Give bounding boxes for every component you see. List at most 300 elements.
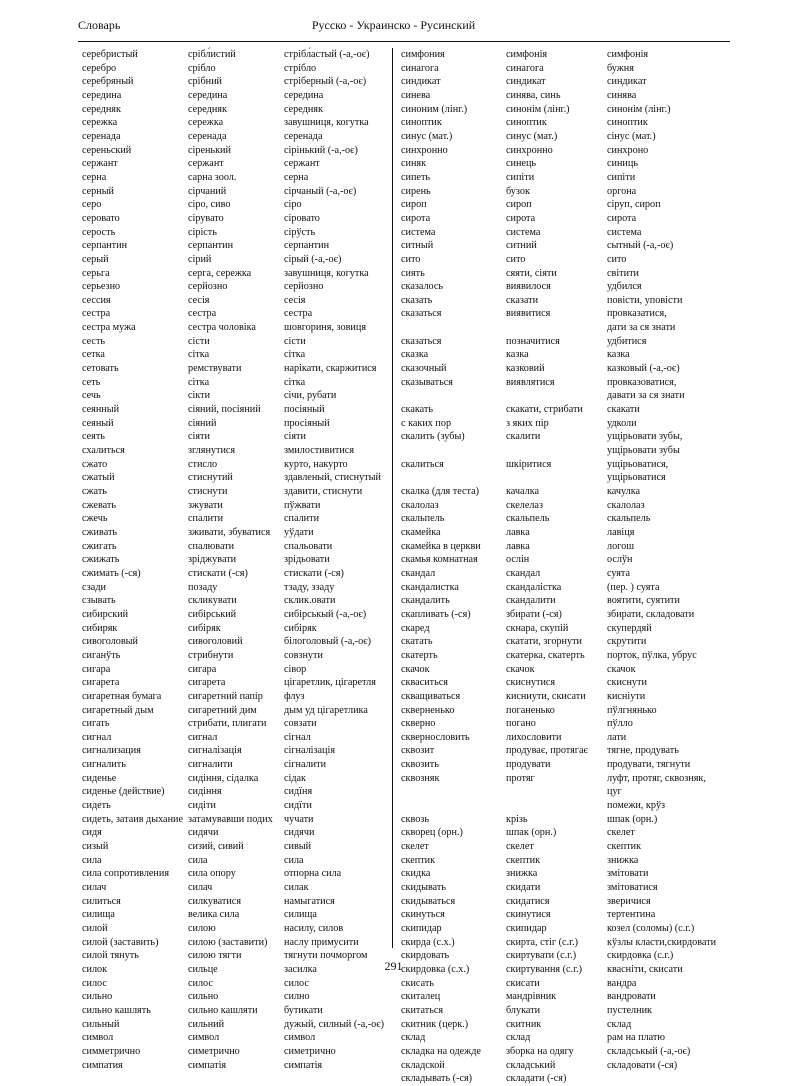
- entry-line: сіровато: [284, 212, 320, 224]
- entry-line: серйозно: [284, 281, 324, 293]
- entry-line: синява, синь: [506, 89, 561, 101]
- entry-line: позаду: [188, 581, 218, 593]
- entry-line: ущірьоватися: [607, 472, 666, 484]
- entry-line: скептик: [607, 841, 642, 853]
- entry-line: [506, 389, 614, 403]
- entry-line: білоголовый (-а,-оє): [284, 636, 372, 648]
- entry-line: скликувати: [188, 595, 237, 607]
- entry-line: насилу, силов: [284, 923, 344, 934]
- entry-line: сказаться: [401, 308, 442, 320]
- entry-line: складка на одежде: [401, 1045, 481, 1057]
- entry-line: сирота: [607, 212, 637, 224]
- entry-line: система: [506, 226, 541, 238]
- entry-line: серебристый: [82, 49, 138, 60]
- entry-line: [506, 444, 614, 458]
- entry-line: синоним (лінг.): [401, 103, 468, 115]
- entry-line: сибіряк: [188, 622, 221, 634]
- entry-line: здавленый, стиснутый: [284, 472, 381, 484]
- entry-line: сяяти, сіяти: [506, 267, 557, 279]
- entry-line: сиденье: [82, 772, 117, 784]
- entry-line: дати за ся знати: [607, 322, 676, 334]
- entry-line: скирта, стіг (с.г.): [506, 936, 579, 948]
- entry-line: шовгориня, зовиця: [284, 322, 367, 334]
- entry-line: сибірськый (-а,-оє): [284, 608, 367, 620]
- entry-line: змилостивитися: [284, 445, 355, 457]
- entry-line: скальпель: [506, 513, 550, 525]
- entry-line: скатерка, скатерть: [506, 649, 585, 661]
- entry-line: скандал: [506, 567, 541, 579]
- entry-line: скачок: [607, 663, 636, 675]
- entry-line: сироп: [506, 199, 532, 211]
- entry-line: скандалить: [401, 595, 450, 607]
- entry-line: сжижать: [82, 554, 120, 566]
- entry-line: сітка: [284, 376, 306, 388]
- entry-line: силой (заставить): [82, 936, 159, 948]
- entry-line: давати за ся знати: [607, 390, 685, 402]
- entry-line: скакать: [401, 404, 433, 416]
- entry-line: скелелаз: [506, 499, 543, 511]
- entry-line: скирдовка (с.х.): [401, 963, 470, 975]
- entry-line: скамейка в церкви: [401, 540, 481, 552]
- entry-line: серебряный: [82, 76, 134, 88]
- entry-line: скамейка: [401, 526, 441, 538]
- entry-line: сіруп, сироп: [607, 199, 661, 211]
- entry-line: збирати, складовати: [607, 608, 695, 620]
- entry-line: скверно: [401, 718, 436, 730]
- entry-line: сірый (-а,-оє): [284, 253, 342, 265]
- entry-line: сказка: [401, 349, 429, 361]
- entry-line: стріберный (-а,-оє): [284, 76, 367, 88]
- entry-line: лавка: [506, 540, 530, 552]
- entry-line: сіро: [284, 199, 302, 211]
- entry-line: сигарета: [82, 677, 120, 689]
- entry-line: сігнал: [284, 731, 311, 743]
- entry-line: складський: [506, 1059, 556, 1071]
- entry-line: симфония: [401, 49, 445, 60]
- entry-line: скидываться: [401, 895, 456, 907]
- entry-line: совзати: [284, 718, 317, 730]
- entry-line: силач: [82, 882, 107, 894]
- entry-line: сигнал: [188, 731, 218, 743]
- entry-line: склад: [607, 1018, 632, 1030]
- entry-line: сжигать: [82, 540, 117, 552]
- entry-line: сікти: [188, 390, 211, 402]
- entry-line: сигара: [82, 663, 111, 675]
- entry-line: сігналити: [284, 759, 327, 771]
- entry-line: симфонія: [506, 49, 548, 60]
- entry-line: силою: [188, 923, 216, 934]
- entry-line: силою тягти: [188, 950, 242, 962]
- entry-line: крізь: [506, 813, 528, 825]
- entry-line: синева: [401, 89, 431, 101]
- entry-line: з яких пір: [506, 417, 549, 429]
- entry-line: сила: [188, 854, 208, 866]
- entry-line: стиснути: [188, 486, 228, 497]
- entry-line: сигарета: [188, 677, 226, 689]
- entry-line: сінус (мат.): [607, 130, 656, 142]
- column-russian-1: [82, 48, 190, 1072]
- entry-line: змітоватися: [607, 882, 658, 894]
- entry-line: пўжвати: [284, 499, 321, 511]
- entry-line: сидїня: [284, 786, 313, 798]
- entry-line: воятити, суятити: [607, 595, 680, 607]
- entry-line: сесія: [284, 294, 306, 306]
- entry-line: сітка: [284, 349, 306, 361]
- entry-line: скипидар: [401, 923, 442, 934]
- entry-line: сильный: [82, 1018, 120, 1030]
- entry-line: зріджувати: [188, 554, 237, 566]
- entry-line: сігналізація: [284, 745, 336, 757]
- entry-line: помежи, крўз: [607, 800, 666, 812]
- column-rusyn-2: [607, 48, 715, 1072]
- entry-line: удбился: [607, 281, 642, 293]
- entry-line: синдикат: [506, 76, 546, 88]
- entry-line: отпорна сила: [284, 868, 342, 880]
- entry-line: серйозно: [188, 281, 228, 293]
- entry-line: скалить (зубы): [401, 431, 465, 443]
- entry-line: збирати (-ся): [506, 608, 562, 620]
- entry-line: сивый: [284, 841, 312, 853]
- entry-line: продуває, протягає: [506, 745, 588, 757]
- entry-line: стискати (-ся): [188, 567, 248, 579]
- entry-line: симфонія: [607, 49, 649, 60]
- entry-line: [506, 471, 614, 485]
- entry-line: сіренький: [188, 144, 231, 156]
- column-divider: [392, 48, 393, 948]
- entry-line: уўдати: [284, 526, 314, 538]
- entry-line: скатерть: [401, 649, 438, 661]
- entry-line: лавка: [506, 526, 530, 538]
- entry-line: синонім (лінг.): [607, 103, 671, 115]
- entry-line: серга, сережка: [188, 267, 252, 279]
- entry-line: склик.овати: [284, 595, 336, 607]
- entry-line: ремствувати: [188, 363, 242, 375]
- entry-line: сержант: [188, 158, 224, 170]
- column-russian-2: [401, 48, 509, 1086]
- entry-line: сестра: [188, 308, 217, 320]
- entry-line: сжать: [82, 486, 107, 497]
- header-dictionary-label: Словарь: [78, 18, 121, 32]
- entry-line: дым уд цігаретлика: [284, 704, 368, 716]
- entry-line: складовати (-ся): [607, 1059, 678, 1071]
- entry-line: завушниця, когутка: [284, 267, 369, 279]
- entry-line: стрібло: [284, 62, 317, 74]
- entry-line: поганенько: [506, 704, 555, 716]
- entry-line: скептик: [506, 854, 541, 866]
- entry-line: сипіти: [607, 171, 636, 183]
- entry-line: стисло: [188, 458, 218, 470]
- entry-line: пўлло: [607, 718, 633, 730]
- entry-line: сизий, сивий: [188, 841, 244, 853]
- entry-line: сжато: [82, 458, 108, 470]
- entry-line: скидка: [401, 868, 431, 880]
- entry-line: сірўсть: [284, 226, 316, 238]
- column-rusyn-1: [284, 48, 392, 1072]
- entry-line: сереньский: [82, 144, 132, 156]
- header-rule: [78, 41, 730, 42]
- entry-line: скирда (с.х.): [401, 936, 455, 948]
- entry-line: сила: [284, 854, 304, 866]
- entry-line: сивоголовый: [82, 636, 138, 648]
- column-ukrainian-2: [506, 48, 614, 1086]
- entry-line: сеянный: [82, 404, 120, 416]
- entry-line: сказать: [401, 294, 433, 306]
- entry-line: сигналити: [188, 759, 233, 771]
- entry-line: бутикати: [284, 1004, 323, 1016]
- entry-line: зверичися: [607, 895, 651, 907]
- entry-line: скиснути: [607, 677, 647, 689]
- entry-line: середина: [284, 89, 324, 101]
- entry-line: ослўн: [607, 554, 633, 566]
- entry-line: суята: [607, 567, 631, 579]
- entry-line: шпак (орн.): [506, 827, 557, 839]
- entry-line: скинутися: [506, 909, 551, 921]
- entry-line: тертентина: [607, 909, 656, 921]
- entry-line: скелет: [506, 841, 534, 853]
- entry-line: сизый: [82, 841, 109, 853]
- entry-line: скалиться: [401, 458, 444, 470]
- entry-line: скалити: [506, 431, 541, 443]
- entry-line: погано: [506, 718, 536, 730]
- entry-line: сеяный: [82, 417, 114, 429]
- entry-line: ситный: [401, 240, 434, 252]
- entry-line: протяг: [506, 772, 535, 784]
- entry-line: зборка на одягу: [506, 1045, 574, 1057]
- entry-line: сіяний: [188, 417, 217, 429]
- entry-line: світити: [607, 267, 639, 279]
- entry-line: сиганўть: [82, 649, 121, 661]
- entry-line: скамья комнатная: [401, 554, 478, 566]
- entry-line: зжувати: [188, 499, 223, 511]
- entry-line: повісти, уповісти: [607, 294, 683, 306]
- entry-line: засилка: [284, 963, 317, 975]
- entry-line: шпак (орн.): [607, 813, 658, 825]
- entry-line: серна: [284, 171, 309, 183]
- entry-line: силища: [284, 909, 317, 921]
- entry-line: синагога: [506, 62, 544, 74]
- entry-line: серпантин: [82, 240, 128, 252]
- entry-line: синус (мат.): [401, 130, 453, 142]
- entry-line: удколи: [607, 417, 637, 429]
- entry-line: сипіти: [506, 171, 535, 183]
- entry-line: казка: [506, 349, 529, 361]
- entry-line: серьезно: [82, 281, 121, 293]
- entry-line: змітовати: [607, 868, 649, 880]
- entry-line: ситний: [506, 240, 537, 252]
- entry-line: скидатися: [506, 895, 550, 907]
- entry-line: силой: [82, 923, 108, 934]
- entry-line: серо: [82, 199, 102, 211]
- entry-line: сжатый: [82, 472, 115, 484]
- entry-line: синхроно: [607, 144, 649, 156]
- entry-line: тзаду, ззаду: [284, 581, 335, 593]
- entry-line: сестра: [82, 308, 111, 320]
- entry-line: сито: [607, 253, 627, 265]
- entry-line: вандровати: [607, 991, 656, 1003]
- entry-line: скиртувати (с.г.): [506, 950, 577, 962]
- entry-line: совзнути: [284, 649, 323, 661]
- entry-line: силак: [284, 882, 309, 894]
- entry-line: [506, 799, 614, 813]
- entry-line: сиденье (действие): [82, 786, 165, 798]
- entry-line: середняк: [188, 103, 227, 115]
- entry-line: сытный (-а,-оє): [607, 240, 674, 252]
- entry-line: вандра: [607, 977, 637, 989]
- entry-line: скисать: [401, 977, 434, 989]
- entry-line: сечь: [82, 390, 101, 402]
- entry-line: сиять: [401, 267, 425, 279]
- entry-line: скнара, скупій: [506, 622, 569, 634]
- entry-line: скакати, стрибати: [506, 404, 583, 416]
- entry-line: сигара: [188, 663, 217, 675]
- entry-line: зглянутися: [188, 445, 236, 457]
- entry-line: серный: [82, 185, 115, 197]
- entry-line: сильно кашлять: [82, 1004, 151, 1016]
- entry-line: синагога: [401, 62, 439, 74]
- entry-line: нарікати, скаржитися: [284, 363, 377, 375]
- entry-line: склад: [506, 1032, 531, 1044]
- entry-line: скрутити: [607, 636, 647, 648]
- entry-line: ущірьовати зубы,: [607, 431, 683, 443]
- entry-line: скворец (орн.): [401, 827, 463, 839]
- entry-line: сибиряк: [82, 622, 118, 634]
- entry-line: сито: [401, 253, 421, 265]
- entry-line: сісти: [284, 335, 306, 347]
- entry-line: [401, 321, 509, 335]
- entry-line: качулка: [607, 486, 641, 497]
- header-title: Русско - Украинско - Русинский: [311, 18, 476, 32]
- column-ukrainian-1: [188, 48, 296, 1072]
- entry-line: сестра чоловіка: [188, 322, 256, 334]
- entry-line: синонім (лінг.): [506, 103, 570, 115]
- entry-line: удбитися: [607, 335, 647, 347]
- entry-line: казковый (-а,-оє): [607, 363, 680, 375]
- entry-line: скалка (для теста): [401, 486, 480, 497]
- entry-line: [401, 799, 509, 813]
- entry-line: сидячи: [284, 827, 315, 839]
- entry-line: зживати, збуватися: [188, 526, 271, 538]
- entry-line: скачок: [401, 663, 430, 675]
- entry-line: скальпель: [607, 513, 651, 525]
- entry-line: бузок: [506, 185, 530, 197]
- entry-line: скатать: [401, 636, 433, 648]
- entry-line: синоптик: [506, 117, 547, 129]
- entry-line: сетовать: [82, 363, 119, 375]
- entry-line: скитник: [506, 1018, 542, 1030]
- entry-line: дужый, силный (-а,-оє): [284, 1018, 385, 1030]
- entry-line: скидывать: [401, 882, 446, 894]
- entry-line: сидїти: [284, 800, 312, 812]
- entry-line: сжевать: [82, 499, 116, 511]
- entry-line: бужня: [607, 62, 634, 74]
- entry-line: сидя: [82, 827, 102, 839]
- entry-line: скидати: [506, 882, 541, 894]
- entry-line: пўлгнянько: [607, 704, 657, 716]
- entry-line: квасніти, скисати: [607, 963, 683, 975]
- entry-line: серебро: [82, 62, 117, 74]
- entry-line: середина: [82, 89, 122, 101]
- entry-line: синиць: [607, 158, 638, 170]
- entry-line: [506, 321, 614, 335]
- entry-line: скиртування (с.г.): [506, 963, 583, 975]
- entry-line: сибіряк: [284, 622, 317, 634]
- entry-line: сигать: [82, 718, 110, 730]
- entry-line: середняк: [284, 103, 323, 115]
- entry-line: сітка: [188, 349, 210, 361]
- entry-line: флуз: [284, 690, 305, 702]
- entry-line: сживать: [82, 526, 118, 538]
- entry-line: скирдовать: [401, 950, 450, 962]
- entry-line: кўзлы класти,скирдовати: [607, 936, 717, 948]
- entry-line: силач: [188, 882, 213, 894]
- entry-line: сигналить: [82, 759, 126, 771]
- entry-line: серна: [82, 171, 107, 183]
- entry-line: скатати, згорнути: [506, 636, 582, 648]
- entry-line: спалити: [188, 513, 224, 525]
- entry-line: синець: [506, 158, 537, 170]
- entry-line: скиталец: [401, 991, 441, 1003]
- entry-line: шкіритися: [506, 458, 552, 470]
- entry-line: скваситься: [401, 677, 448, 689]
- entry-line: рам на платю: [607, 1032, 665, 1044]
- entry-line: сказочный: [401, 363, 447, 375]
- entry-line: сидіти: [188, 800, 216, 812]
- entry-line: пустелник: [607, 1004, 652, 1016]
- entry-line: спальовати: [284, 540, 333, 552]
- entry-line: казка: [607, 349, 630, 361]
- entry-line: лихословити: [506, 731, 562, 743]
- entry-line: сірінький (-а,-оє): [284, 144, 358, 156]
- entry-line: сидячи: [188, 827, 219, 839]
- entry-line: сірчаний: [188, 185, 227, 197]
- entry-line: силос: [82, 977, 107, 989]
- entry-line: серовато: [82, 212, 120, 224]
- entry-line: сипеть: [401, 171, 431, 183]
- entry-line: склад: [401, 1032, 426, 1044]
- entry-line: сидіння, сідалка: [188, 772, 259, 784]
- entry-line: срібло: [188, 62, 216, 74]
- entry-line: виявитися: [506, 308, 551, 320]
- entry-line: скитаться: [401, 1004, 444, 1016]
- entry-line: синхронно: [401, 144, 448, 156]
- entry-line: блукати: [506, 1004, 541, 1016]
- entry-line: складской: [401, 1059, 445, 1071]
- entry-line: козел (соломы) (с.г.): [607, 923, 695, 934]
- entry-line: стрибати, плигати: [188, 718, 267, 730]
- entry-line: силкуватися: [188, 895, 242, 907]
- entry-line: сквозит: [401, 745, 435, 757]
- entry-line: схалиться: [82, 445, 125, 457]
- entry-line: провказоватися,: [607, 376, 677, 388]
- entry-line: скверненько: [401, 704, 455, 716]
- entry-line: с каких пор: [401, 417, 452, 429]
- entry-line: велика сила: [188, 909, 240, 921]
- entry-line: скачок: [506, 663, 535, 675]
- entry-line: серенада: [82, 130, 121, 142]
- entry-line: сквозь: [401, 813, 429, 825]
- entry-line: сирота: [506, 212, 536, 224]
- entry-line: сильно: [82, 991, 113, 1003]
- entry-line: силос: [284, 977, 309, 989]
- entry-line: сестра: [284, 308, 313, 320]
- entry-line: силос: [188, 977, 213, 989]
- entry-line: [506, 785, 614, 799]
- entry-line: знижка: [607, 854, 639, 866]
- entry-line: середина: [188, 89, 228, 101]
- entry-line: сіяти: [284, 431, 306, 443]
- entry-line: симетрично: [284, 1045, 336, 1057]
- entry-line: скващиваться: [401, 690, 461, 702]
